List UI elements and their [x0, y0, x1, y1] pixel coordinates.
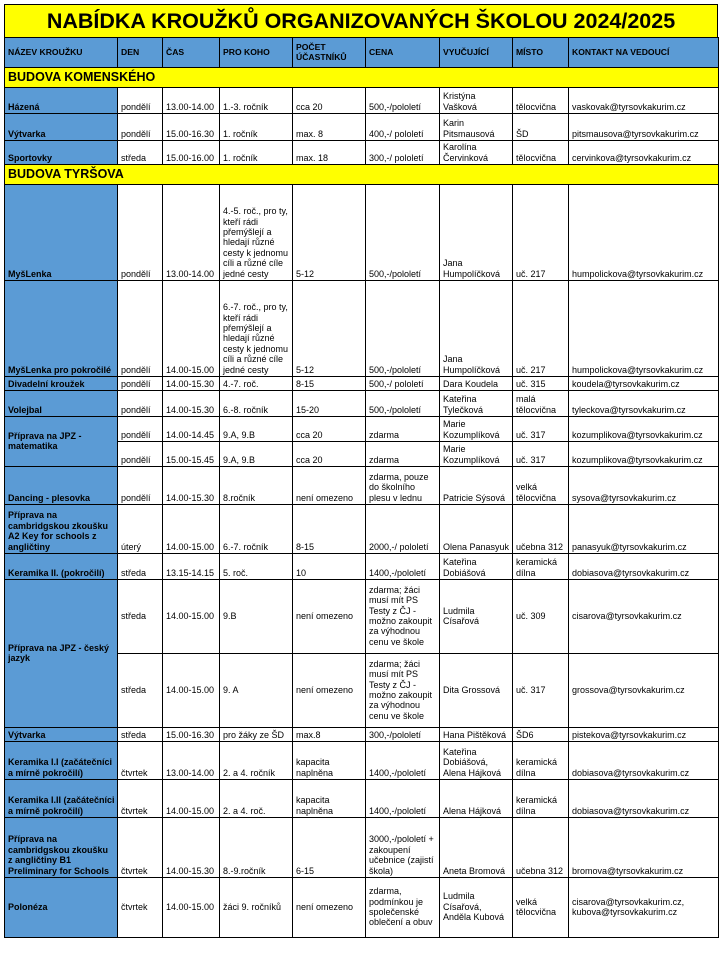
club-time: 13.00-14.00	[163, 185, 220, 281]
club-place: uč. 217	[513, 185, 569, 281]
club-for: 8.-9.ročník	[220, 818, 293, 878]
club-contact[interactable]: vaskovak@tyrsovkakurim.cz	[569, 88, 719, 114]
club-day: středa	[118, 728, 163, 742]
club-count: max. 8	[293, 114, 366, 141]
table-row	[5, 742, 719, 780]
club-contact[interactable]: koudela@tyrsovkakurim.cz	[569, 377, 719, 391]
table-row	[5, 554, 719, 580]
club-time: 14.00-15.00	[163, 780, 220, 818]
club-price: 500,-/pololetí	[366, 391, 440, 417]
club-name: Příprava na cambridgskou zkoušku A2 Key for schools z angličtiny	[5, 505, 118, 554]
header-day: DEN	[118, 38, 163, 68]
page-title: NABÍDKA KROUŽKŮ ORGANIZOVANÝCH ŠKOLOU 2024/2025	[4, 4, 718, 38]
section-row-komenskeho	[5, 68, 719, 88]
table-row	[5, 505, 719, 554]
club-teacher: Kristýna Vašková	[440, 88, 513, 114]
club-teacher: Jana Humpolíčková	[440, 281, 513, 377]
club-name: Příprava na JPZ - matematika	[5, 417, 118, 467]
club-name: Polonéza	[5, 878, 118, 938]
club-time: 14.00-15.00	[163, 654, 220, 728]
section-row-tyrsova	[5, 165, 719, 185]
club-count: není omezeno	[293, 654, 366, 728]
table-row	[5, 377, 719, 391]
club-teacher: Jana Humpolíčková	[440, 185, 513, 281]
clubs-table	[4, 37, 719, 938]
club-day: čtvrtek	[118, 742, 163, 780]
club-teacher: Kateřina Dobiášová, Alena Hájková	[440, 742, 513, 780]
club-place: uč. 317	[513, 654, 569, 728]
table-row	[5, 141, 719, 165]
club-name: Výtvarka	[5, 114, 118, 141]
club-count: není omezeno	[293, 878, 366, 938]
club-day: pondělí	[118, 281, 163, 377]
club-teacher: Dara Koudela	[440, 377, 513, 391]
club-count: 5-12	[293, 281, 366, 377]
club-contact[interactable]: dobiasova@tyrsovkakurim.cz	[569, 554, 719, 580]
header-count-line2: ÚČASTNÍKŮ	[296, 52, 347, 62]
club-price: zdarma; žáci musí mít PS Testy z ČJ - možno zakoupit za výhodnou cenu ve škole	[366, 654, 440, 728]
club-time: 15.00-16.30	[163, 114, 220, 141]
club-time: 13.00-14.00	[163, 88, 220, 114]
club-name: Volejbal	[5, 391, 118, 417]
club-for: 1.-3. ročník	[220, 88, 293, 114]
table-row	[5, 391, 719, 417]
club-time: 13.15-14.15	[163, 554, 220, 580]
club-name: Sportovky	[5, 141, 118, 165]
club-name: MyšLenka	[5, 185, 118, 281]
table-row	[5, 818, 719, 878]
header-price: CENA	[366, 38, 440, 68]
club-place: velká tělocvična	[513, 467, 569, 505]
club-for: 4.-5. roč., pro ty, kteří rádi přemýšlejí a hledají různé cesty k jednomu cíli a různé cíle jedné cesty	[220, 185, 293, 281]
club-day: pondělí	[118, 417, 163, 442]
club-name: Keramika I.I (začátečníci a mírně pokročilí)	[5, 742, 118, 780]
club-time: 14.00-15.00	[163, 505, 220, 554]
club-for: 1. ročník	[220, 114, 293, 141]
club-contact[interactable]: humpolickova@tyrsovkakurim.cz	[569, 185, 719, 281]
club-name: MyšLenka pro pokročilé	[5, 281, 118, 377]
club-for: 6.-7. roč., pro ty, kteří rádi přemýšlejí a hledají různé cesty k jednomu cíli a různé cíle jedné cesty	[220, 281, 293, 377]
club-teacher: Ludmila Císařová, Anděla Kubová	[440, 878, 513, 938]
table-row	[5, 780, 719, 818]
table-row	[5, 281, 719, 377]
club-contact[interactable]: pitsmausova@tyrsovkakurim.cz	[569, 114, 719, 141]
club-count: max.8	[293, 728, 366, 742]
header-teacher: VYUČUJÍCÍ	[440, 38, 513, 68]
club-teacher: Hana Pištěková	[440, 728, 513, 742]
table-row	[5, 878, 719, 938]
club-for: žáci 9. ročníků	[220, 878, 293, 938]
club-teacher: Aneta Bromová	[440, 818, 513, 878]
club-time: 15.00-15.45	[163, 442, 220, 467]
club-price: 1400,-/pololetí	[366, 742, 440, 780]
club-for: 4.-7. roč.	[220, 377, 293, 391]
club-contact[interactable]: panasyuk@tyrsovkakurim.cz	[569, 505, 719, 554]
club-day: úterý	[118, 505, 163, 554]
table-row	[5, 417, 719, 442]
club-place: keramická dílna	[513, 742, 569, 780]
club-time: 14.00-15.30	[163, 377, 220, 391]
club-teacher: Marie Kozumplíková	[440, 417, 513, 442]
club-price: 500,-/pololetí	[366, 281, 440, 377]
club-count: cca 20	[293, 417, 366, 442]
club-price: zdarma	[366, 417, 440, 442]
club-name: Keramika I.II (začátečníci a mírně pokročilí)	[5, 780, 118, 818]
club-price: 300,-/ pololetí	[366, 141, 440, 165]
club-price: 500,-/ pololetí	[366, 377, 440, 391]
club-for: 5. roč.	[220, 554, 293, 580]
club-teacher: Karolína Červinková	[440, 141, 513, 165]
club-for: 9.B	[220, 580, 293, 654]
club-time: 14.00-15.30	[163, 391, 220, 417]
club-price: 3000,-/pololetí + zakoupení učebnice (zajistí škola)	[366, 818, 440, 878]
club-for: 2. a 4. ročník	[220, 742, 293, 780]
club-price: 300,-/pololetí	[366, 728, 440, 742]
club-contact[interactable]: cisarova@tyrsovkakurim.cz, kubova@tyrsovkakurim.cz	[569, 878, 719, 938]
club-time: 14.00-15.00	[163, 281, 220, 377]
club-for: 9.A, 9.B	[220, 417, 293, 442]
club-count: max. 18	[293, 141, 366, 165]
club-day: pondělí	[118, 442, 163, 467]
club-price: 2000,-/ pololetí	[366, 505, 440, 554]
table-row	[5, 728, 719, 742]
header-contact: KONTAKT NA VEDOUCÍ	[569, 38, 719, 68]
club-teacher: Kateřina Dobiášová	[440, 554, 513, 580]
club-place: malá tělocvična	[513, 391, 569, 417]
table-row	[5, 185, 719, 281]
club-day: pondělí	[118, 377, 163, 391]
club-place: uč. 317	[513, 442, 569, 467]
table-row	[5, 580, 719, 654]
club-teacher: Marie Kozumplíková	[440, 442, 513, 467]
club-for: pro žáky ze ŠD	[220, 728, 293, 742]
club-place: ŠD6	[513, 728, 569, 742]
club-teacher: Dita Grossová	[440, 654, 513, 728]
club-contact[interactable]: pistekova@tyrsovkakurim.cz	[569, 728, 719, 742]
club-place: keramická dílna	[513, 554, 569, 580]
club-count: 8-15	[293, 377, 366, 391]
club-contact[interactable]: sysova@tyrsovkakurim.cz	[569, 467, 719, 505]
club-time: 14.00-14.45	[163, 417, 220, 442]
club-count: není omezeno	[293, 580, 366, 654]
club-teacher: Alena Hájková	[440, 780, 513, 818]
club-place: uč. 217	[513, 281, 569, 377]
club-day: pondělí	[118, 467, 163, 505]
club-count: kapacita naplněna	[293, 742, 366, 780]
club-time: 14.00-15.30	[163, 467, 220, 505]
club-contact[interactable]: cisarova@tyrsovkakurim.cz	[569, 580, 719, 654]
club-for: 6.-8. ročník	[220, 391, 293, 417]
club-day: pondělí	[118, 391, 163, 417]
club-price: zdarma, podmínkou je společenské oblečení a obuv	[366, 878, 440, 938]
club-teacher: Karin Pitsmausová	[440, 114, 513, 141]
club-count: 6-15	[293, 818, 366, 878]
club-time: 15.00-16.00	[163, 141, 220, 165]
club-place: učebna 312	[513, 818, 569, 878]
club-price: 400,-/ pololetí	[366, 114, 440, 141]
club-name: Házená	[5, 88, 118, 114]
header-time: ČAS	[163, 38, 220, 68]
header-place: MÍSTO	[513, 38, 569, 68]
club-contact[interactable]: humpolickova@tyrsovkakurim.cz	[569, 281, 719, 377]
club-for: 9. A	[220, 654, 293, 728]
club-count: 5-12	[293, 185, 366, 281]
club-day: pondělí	[118, 114, 163, 141]
club-place: uč. 309	[513, 580, 569, 654]
club-count: kapacita naplněna	[293, 780, 366, 818]
table-row	[5, 88, 719, 114]
club-price: 500,-/pololetí	[366, 185, 440, 281]
club-day: středa	[118, 580, 163, 654]
club-teacher: Patricie Sýsová	[440, 467, 513, 505]
club-count: 10	[293, 554, 366, 580]
club-day: čtvrtek	[118, 878, 163, 938]
club-place: tělocvična	[513, 88, 569, 114]
header-row	[5, 38, 719, 68]
club-count: 8-15	[293, 505, 366, 554]
header-count	[293, 38, 366, 68]
club-price: 1400,-/pololetí	[366, 554, 440, 580]
header-count-line1: POČET	[296, 41, 326, 52]
club-place: tělocvična	[513, 141, 569, 165]
club-name: Výtvarka	[5, 728, 118, 742]
club-day: čtvrtek	[118, 780, 163, 818]
section-label: BUDOVA TYRŠOVA	[5, 165, 719, 185]
club-contact[interactable]: kozumplikova@tyrsovkakurim.cz	[569, 417, 719, 442]
club-count: není omezeno	[293, 467, 366, 505]
club-price: zdarma	[366, 442, 440, 467]
club-name: Dancing - plesovka	[5, 467, 118, 505]
header-name: NÁZEV KROUŽKU	[5, 38, 118, 68]
club-contact[interactable]: dobiasova@tyrsovkakurim.cz	[569, 780, 719, 818]
club-name: Příprava na JPZ - český jazyk	[5, 580, 118, 728]
club-contact[interactable]: bromova@tyrsovkakurim.cz	[569, 818, 719, 878]
club-for: 6.-7. ročník	[220, 505, 293, 554]
club-place: ŠD	[513, 114, 569, 141]
club-price: zdarma, pouze do školního plesu v lednu	[366, 467, 440, 505]
club-day: středa	[118, 141, 163, 165]
club-time: 13.00-14.00	[163, 742, 220, 780]
club-contact[interactable]: dobiasova@tyrsovkakurim.cz	[569, 742, 719, 780]
club-name: Příprava na cambridgskou zkoušku z angličtiny B1 Preliminary for Schools	[5, 818, 118, 878]
section-label: BUDOVA KOMENSKÉHO	[5, 68, 719, 88]
club-contact[interactable]: tyleckova@tyrsovkakurim.cz	[569, 391, 719, 417]
club-day: pondělí	[118, 185, 163, 281]
club-day: pondělí	[118, 88, 163, 114]
club-place: uč. 315	[513, 377, 569, 391]
club-place: uč. 317	[513, 417, 569, 442]
table-row	[5, 467, 719, 505]
club-teacher: Kateřina Tylečková	[440, 391, 513, 417]
club-time: 14.00-15.00	[163, 878, 220, 938]
club-time: 14.00-15.30	[163, 818, 220, 878]
table-row	[5, 114, 719, 141]
club-place: velká tělocvična	[513, 878, 569, 938]
club-for: 1. ročník	[220, 141, 293, 165]
club-for: 2. a 4. roč.	[220, 780, 293, 818]
club-teacher: Ludmila Císařová	[440, 580, 513, 654]
club-time: 14.00-15.00	[163, 580, 220, 654]
club-name: Keramika II. (pokročilí)	[5, 554, 118, 580]
club-place: keramická dílna	[513, 780, 569, 818]
club-price: zdarma; žáci musí mít PS Testy z ČJ - možno zakoupit za výhodnou cenu ve škole	[366, 580, 440, 654]
club-count: cca 20	[293, 442, 366, 467]
club-day: středa	[118, 654, 163, 728]
club-day: čtvrtek	[118, 818, 163, 878]
club-price: 500,-/pololetí	[366, 88, 440, 114]
club-contact[interactable]: cervinkova@tyrsovkakurim.cz	[569, 141, 719, 165]
club-count: 15-20	[293, 391, 366, 417]
club-count: cca 20	[293, 88, 366, 114]
club-contact[interactable]: grossova@tyrsovkakurim.cz	[569, 654, 719, 728]
club-name: Divadelní kroužek	[5, 377, 118, 391]
club-contact[interactable]: kozumplikova@tyrsovkakurim.cz	[569, 442, 719, 467]
club-place: učebna 312	[513, 505, 569, 554]
club-for: 8.ročník	[220, 467, 293, 505]
header-for: PRO KOHO	[220, 38, 293, 68]
club-for: 9.A, 9.B	[220, 442, 293, 467]
club-time: 15.00-16.30	[163, 728, 220, 742]
club-teacher: Olena Panasyuk	[440, 505, 513, 554]
club-day: středa	[118, 554, 163, 580]
club-price: 1400,-/pololetí	[366, 780, 440, 818]
